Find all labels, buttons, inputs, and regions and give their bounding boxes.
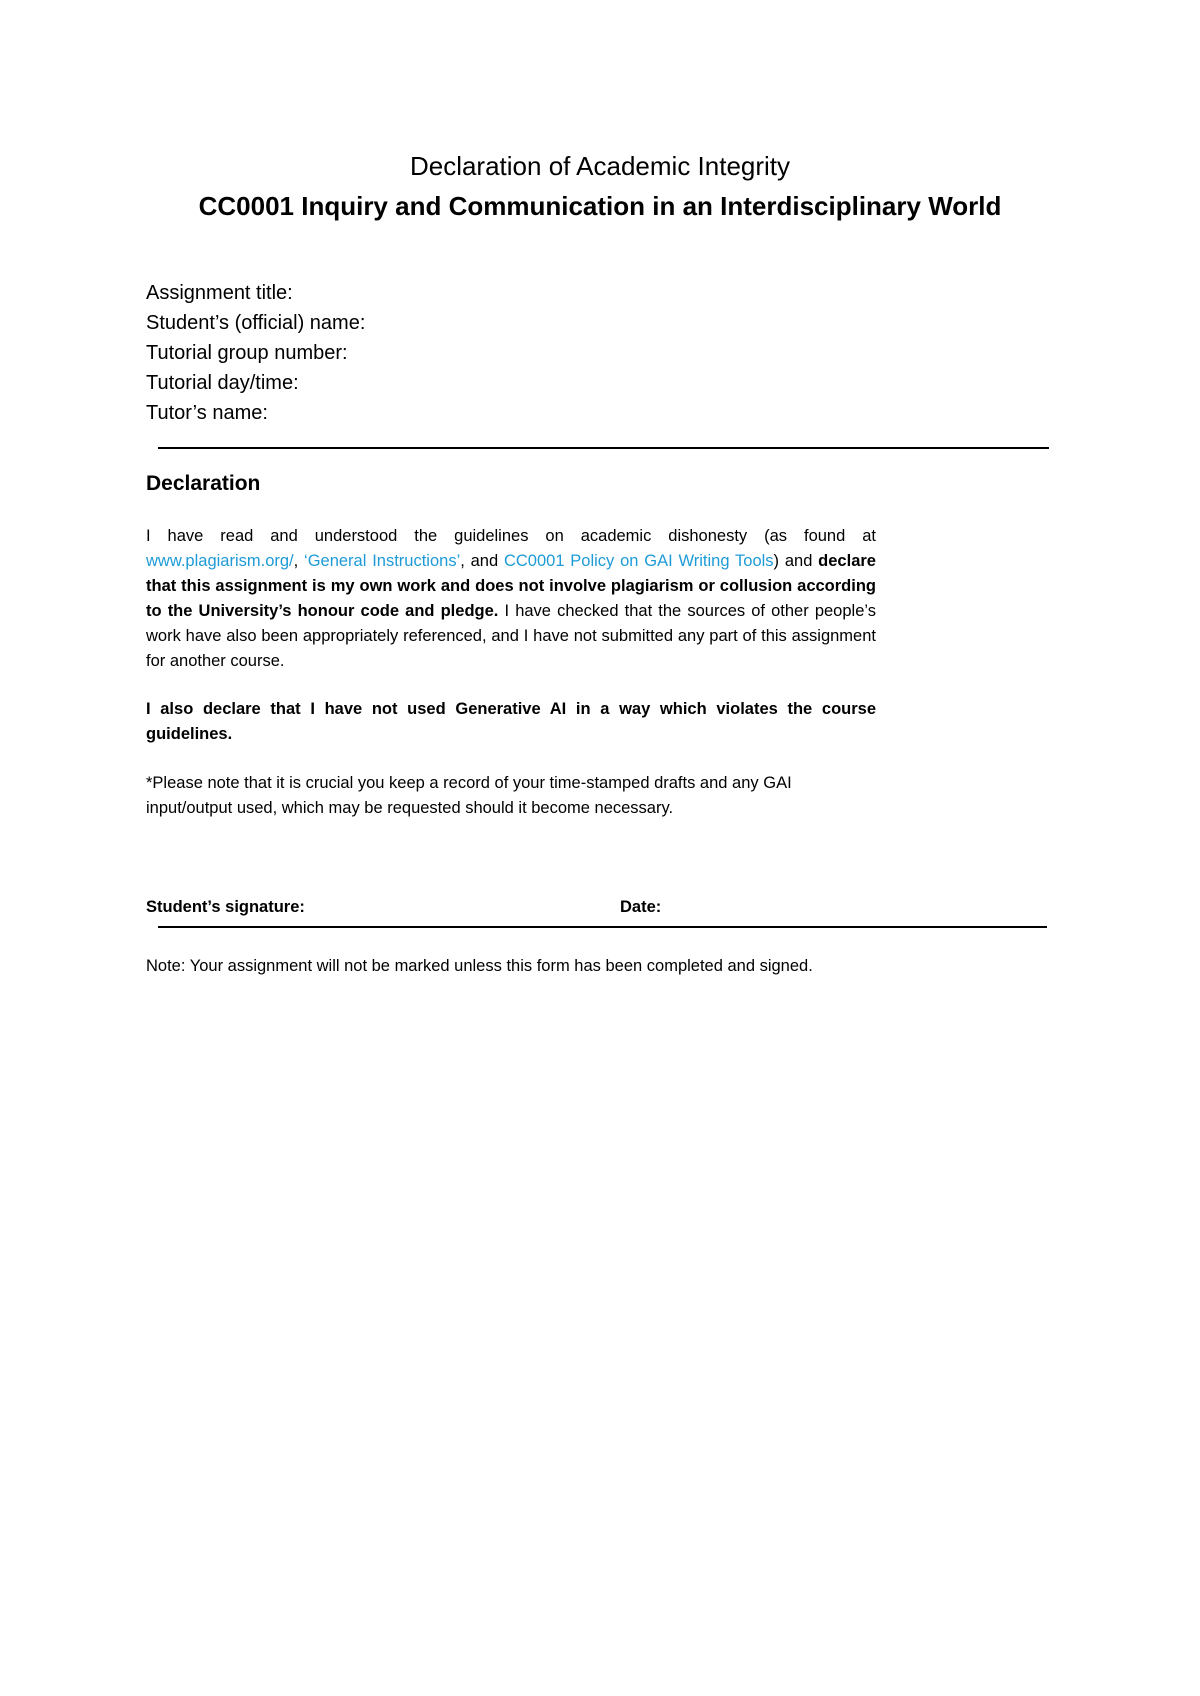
drafts-note-text: *Please note that it is crucial you keep a record of your time-stamped drafts and any GAI input/output used, which may be requested should it become necessary. <box>146 774 792 817</box>
p1-intro-text: I have read and understood the guidelines on academic dishonesty (as found at <box>146 527 876 545</box>
divider-signature <box>158 926 1047 928</box>
signature-label: Student’s signature: <box>146 898 305 916</box>
field-student-name: Student’s (official) name: <box>146 312 366 334</box>
p1-separator-1: , <box>293 552 305 570</box>
p1-close-text: ) and <box>773 552 819 570</box>
declaration-paragraph-3 <box>146 771 876 821</box>
field-tutorial-day-time: Tutorial day/time: <box>146 372 299 394</box>
date-label: Date: <box>620 898 662 916</box>
plagiarism-link[interactable]: www.plagiarism.org/ <box>146 552 294 570</box>
divider-top <box>158 447 1049 449</box>
field-tutor-name: Tutor’s name: <box>146 402 268 424</box>
gai-declaration-text: I also declare that I have not used Generative AI in a way which violates the course guidelines. <box>146 700 876 743</box>
field-assignment-title: Assignment title: <box>146 282 293 304</box>
declaration-paragraph-1 <box>146 524 876 674</box>
gai-policy-link[interactable]: CC0001 Policy on GAI Writing Tools <box>503 552 774 570</box>
course-title: CC0001 Inquiry and Communication in an Interdisciplinary World <box>198 191 1002 221</box>
general-instructions-link[interactable]: ‘General Instructions’ <box>304 552 461 570</box>
field-tutorial-group: Tutorial group number: <box>146 342 348 364</box>
title-block <box>0 146 1200 226</box>
assignment-fields <box>146 278 365 428</box>
document-title: Declaration of Academic Integrity <box>409 151 791 181</box>
p1-separator-2: , and <box>460 552 504 570</box>
p1-bold-declaration: declare that this assignment is my own work and does not involve plagiarism or collusion according to the University’s honour code and pledge. <box>146 552 876 620</box>
declaration-heading: Declaration <box>146 472 261 495</box>
declaration-paragraph-2 <box>146 697 876 747</box>
completion-note: Note: Your assignment will not be marked unless this form has been completed and signed. <box>146 957 813 975</box>
p1-rest-text: I have checked that the sources of other people’s work have also been appropriately referenced, and I have not submitted any part of this assignment for another course. <box>146 602 876 670</box>
